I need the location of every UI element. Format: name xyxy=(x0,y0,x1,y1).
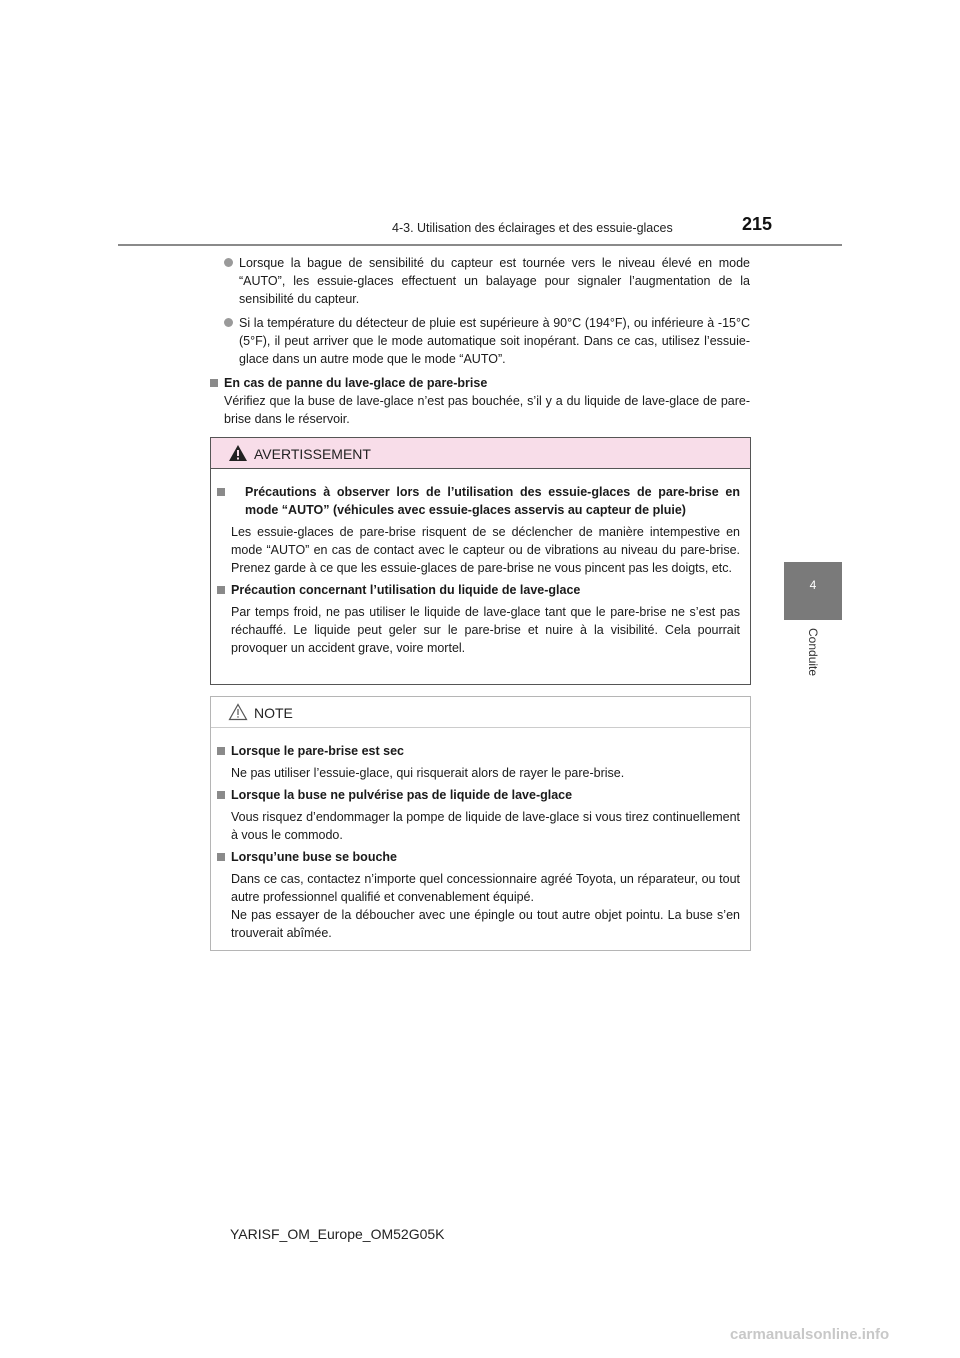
bullet-icon xyxy=(224,258,233,267)
warning-item-text: Les essuie-glaces de pare-brise risquent de se déclencher de manière intempestive en mode “AUTO” en cas de contact avec le capteur ou de vibrations au niveau du pare-brise. Prenez garde à ce que les essuie-glaces de pare-brise ne vous pincent pas les doigts, etc. xyxy=(231,525,740,575)
note-item-text: Ne pas utiliser l’essuie-glace, qui risquerait alors de rayer le pare-brise. xyxy=(231,766,625,780)
bullet-icon xyxy=(224,318,233,327)
square-bullet-icon xyxy=(217,791,225,799)
bullet-text: Lorsque la bague de sensibilité du capteur est tournée vers le niveau élevé en mode “AUTO”, les essuie-glaces effectuent un balayage pour signaler l’augmentation de la sensibilité du capteur. xyxy=(239,256,750,306)
warning-item-heading: Précaution concernant l’utilisation du liquide de lave-glace xyxy=(231,583,581,597)
note-item-text: Ne pas essayer de la déboucher avec une épingle ou tout autre objet pointu. La buse s’en trouverait abîmée. xyxy=(231,908,740,940)
note-item-text: Vous risquez d’endommager la pompe de liquide de lave-glace si vous tirez continuellement à vous le commodo. xyxy=(231,810,740,842)
chapter-label: Conduite xyxy=(806,628,820,677)
note-body xyxy=(211,728,750,942)
note-item-text: Dans ce cas, contactez n’importe quel concessionnaire agréé Toyota, un réparateur, ou tout autre professionnel qualifié et convenablement équipé. xyxy=(231,872,740,904)
square-bullet-icon xyxy=(217,853,225,861)
watermark: carmanualsonline.info xyxy=(730,1326,890,1343)
note-item xyxy=(217,742,740,760)
section-block xyxy=(210,374,750,428)
warning-item-heading: Précautions à observer lors de l’utilisation des essuie-glaces de pare-brise en mode “AUTO” (véhicules avec essuie-glaces asservis au capteur de pluie) xyxy=(245,485,740,517)
note-title: NOTE xyxy=(254,705,293,721)
section-heading: En cas de panne du lave-glace de pare-brise xyxy=(224,376,488,390)
square-bullet-icon xyxy=(217,747,225,755)
note-item-heading: Lorsque la buse ne pulvérise pas de liquide de lave-glace xyxy=(231,788,573,802)
chapter-number: 4 xyxy=(809,578,817,592)
bullet-item xyxy=(210,314,750,368)
section-title: 4-3. Utilisation des éclairages et des essuie-glaces xyxy=(392,221,673,235)
caution-triangle-icon xyxy=(228,703,248,721)
warning-item-text: Par temps froid, ne pas utiliser le liquide de lave-glace tant que le pare-brise ne s’est pas réchauffé. Le liquide peut geler sur le pare-brise et nuire à la visibilité. Cela pourrait provoquer un accident grave, voire mortel. xyxy=(231,605,740,655)
warning-title: AVERTISSEMENT xyxy=(254,446,371,462)
warning-item xyxy=(217,483,740,519)
note-item xyxy=(217,786,740,804)
warning-item xyxy=(217,581,740,599)
square-bullet-icon xyxy=(210,379,218,387)
doc-code: YARISF_OM_Europe_OM52G05K xyxy=(230,1226,445,1242)
warning-triangle-icon xyxy=(228,444,248,462)
note-item-heading: Lorsqu’une buse se bouche xyxy=(231,850,397,864)
section-text: Vérifiez que la buse de lave-glace n’est pas bouchée, s’il y a du liquide de lave-glace de pare-brise dans le réservoir. xyxy=(224,394,750,426)
page-number: 215 xyxy=(742,214,773,234)
warning-box xyxy=(210,437,751,685)
warning-header xyxy=(211,438,750,469)
note-header xyxy=(211,697,750,728)
square-bullet-icon xyxy=(217,586,225,594)
square-bullet-icon xyxy=(217,488,225,496)
main-content xyxy=(210,254,750,428)
note-item-heading: Lorsque le pare-brise est sec xyxy=(231,744,404,758)
bullet-text: Si la température du détecteur de pluie est supérieure à 90°C (194°F), ou inférieure à -15°C (5°F), il peut arriver que le mode automatique soit inopérant. Dans ce cas, utilisez l’essuie-glace dans un autre mode que le mode “AUTO”. xyxy=(239,316,750,366)
warning-body xyxy=(211,469,750,657)
note-item xyxy=(217,848,740,866)
header-divider xyxy=(118,244,842,246)
note-box xyxy=(210,696,751,951)
bullet-item xyxy=(210,254,750,308)
